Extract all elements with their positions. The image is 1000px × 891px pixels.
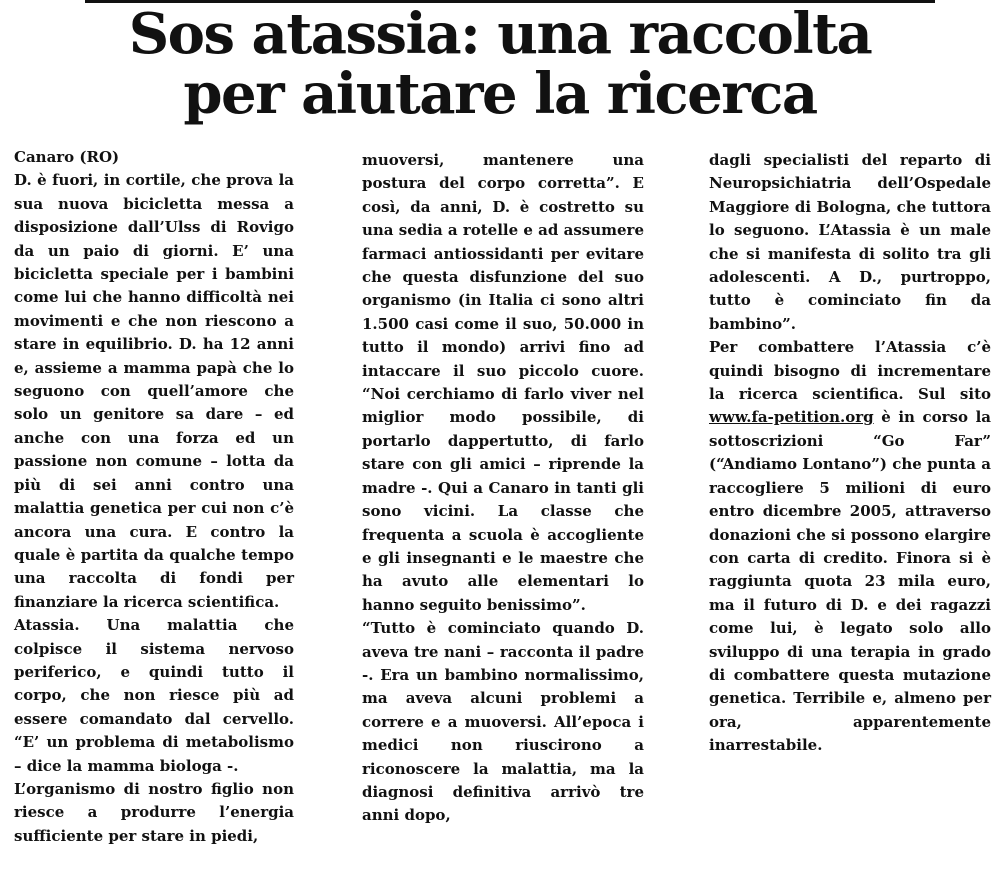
column-3 [709, 149, 991, 758]
dateline: Canaro (RO) [14, 148, 120, 166]
petition-link[interactable]: www.fa-petition.org [709, 408, 874, 427]
col1-paragraph-3: L’organismo di nostro figlio non riesce a produrre l’energia sufficiente per stare in piedi, [14, 779, 294, 845]
col2-paragraph-1: muoversi, mantenere una postura del corpo corretta”. E così, da anni, D. è costretto su una sedia a rotelle e ad assumere farmaci antiossidanti per evitare che questa disfunzione del suo organismo (in Italia ci sono altri 1.500 casi come il suo, 50.000 in tutto il mondo) arrivi fino ad intaccare il suo piccolo cuore. “Noi cerchiamo di farlo viver nel miglior modo possibile, di portarlo dappertutto, di farlo stare con gli amici – riprende la madre -. Qui a Canaro in tanti gli sono vicini. La classe che frequenta a scuola è accogliente e gli insegnanti e le maestre che ha avuto alle elementari lo hanno seguito benissimo”. [362, 151, 644, 614]
col1-paragraph-1: D. è fuori, in cortile, che prova la sua nuova bicicletta messa a disposizione dall’Ulss di Rovigo da un paio di giorni. E’ una bicicletta speciale per i bambini come lui che hanno difficoltà nei movimenti e che non riescono a stare in equilibrio. D. ha 12 anni e, assieme a mamma papà che lo seguono con quell’amore che solo un genitore sa dare – ed anche con una forza ed un passione non comune – lotta da più di sei anni contro una malattia genetica per cui non c’è ancora una cura. E contro la quale è partita da qualche tempo una raccolta di fondi per finanziare la ricerca scientifica. [14, 171, 294, 611]
headline-line-1: Sos atassia: una raccolta [128, 1, 872, 67]
col3-paragraph-2-start: Per combattere l’Atassia c’è quindi bisogno di incrementare la ricerca scientifica. Sul sito [709, 338, 991, 404]
col3-paragraph-2 [709, 336, 991, 757]
col1-paragraph-2: Atassia. Una malattia che colpisce il sistema nervoso periferico, e quindi tutto il corpo, che non riesce più ad essere comandato dal cervello. “E’ un problema di metabolismo – dice la mamma biologa -. [14, 616, 294, 775]
column-1 [14, 146, 294, 848]
col3-paragraph-2-end: è in corso la sottoscrizioni “Go Far” (“Andiamo Lontano”) che punta a raccogliere 5 milioni di euro entro dicembre 2005, attraverso donazioni che si possono elargire con carta di credito. Finora si è raggiunta quota 23 mila euro, ma il futuro di D. e dei ragazzi come lui, è legato solo allo sviluppo di una terapia in grado di combattere questa mutazione genetica. Terribile e, almeno per ora, apparentemente inarrestabile. [709, 408, 991, 755]
headline [0, 1, 1000, 127]
col3-paragraph-1: dagli specialisti del reparto di Neuropsichiatria dell’Ospedale Maggiore di Bologna, che tuttora lo seguono. L’Atassia è un male che si manifesta di solito tra gli adolescenti. A D., purtroppo, tutto è cominciato fin da bambino”. [709, 151, 991, 333]
col2-paragraph-2: “Tutto è cominciato quando D. aveva tre nani – racconta il padre -. Era un bambino normalissimo, ma aveva alcuni problemi a correre e a muoversi. All’epoca i medici non riuscirono a riconoscere la malattia, ma la diagnosi definitiva arrivò tre anni dopo, [362, 619, 644, 825]
headline-line-2: per aiutare la ricerca [183, 61, 817, 127]
column-2 [362, 149, 644, 828]
